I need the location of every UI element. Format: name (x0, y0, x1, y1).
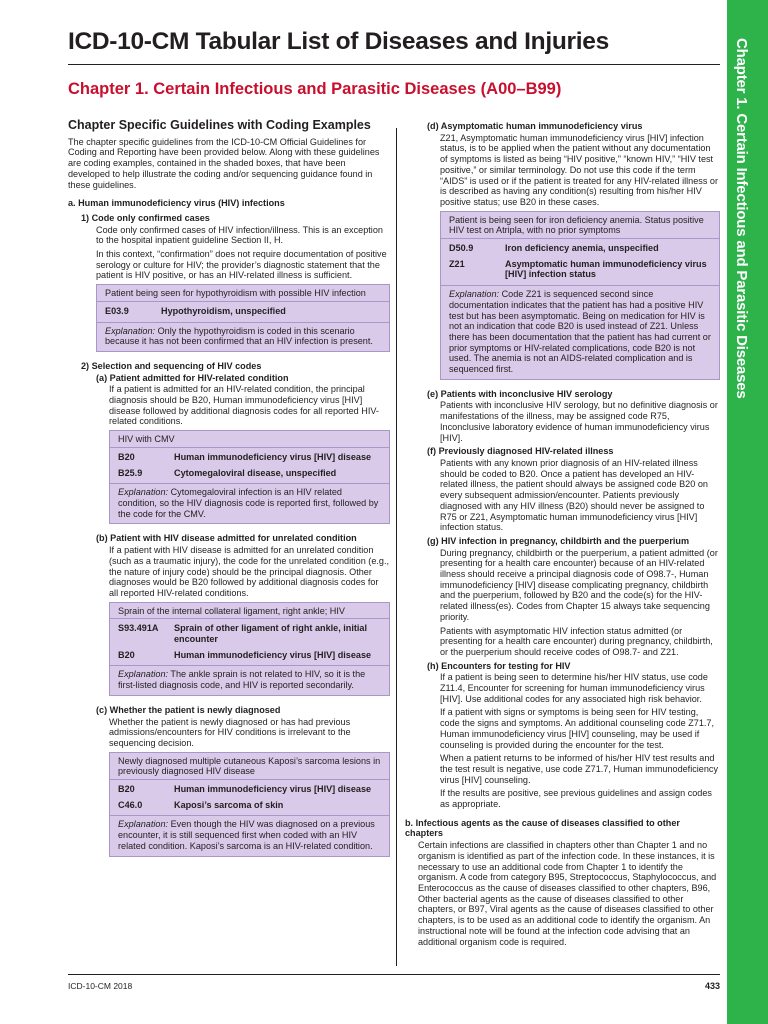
paragraph: Patients with inconclusive HIV serology, but no definitive diagnosis or manifestations of the illness, may be assigned code R75, Inconclusive laboratory evidence of human immunodeficiency virus [HIV]. (440, 400, 718, 443)
explanation-text: The ankle sprain is not related to HIV, so it is the first-listed diagnosis code, and HIV is reported secondarily. (118, 669, 366, 691)
footer-rule (68, 974, 720, 975)
paragraph: If the results are positive, see previous guidelines and assign codes as appropriate. (440, 788, 712, 810)
code: B25.9 (118, 467, 143, 478)
explanation (97, 322, 389, 347)
code: C46.0 (118, 799, 143, 810)
column-divider (396, 128, 397, 966)
heading-2c: (c) Whether the patient is newly diagnosed (96, 704, 281, 715)
left-column (68, 120, 390, 866)
code: B20 (118, 784, 135, 795)
code-row (449, 259, 713, 280)
example-caption: Patient is being seen for iron deficiency anemia. Status positive HIV test on Atripla, with no prior symptoms (441, 215, 719, 239)
code-description: Human immunodeficiency virus [HIV] disease (174, 784, 372, 795)
paragraph: If a patient with HIV disease is admitted for an unrelated condition (such as a traumatic injury), the code for the unrelated condition (e.g., the nature of injury code) should be the principal diagnosis. Other diagnoses would be B20 followed by additional diagnosis codes for all reported HIV-related conditions. (109, 545, 390, 598)
example-caption: Patient being seen for hypothyroidism with possible HIV infection (97, 288, 389, 302)
heading-a: a. Human immunodeficiency virus (HIV) infections (68, 198, 285, 209)
example-box (440, 211, 720, 380)
paragraph: Z21, Asymptomatic human immunodeficiency virus [HIV] infection status, is to be applied when the patient without any documentation of symptoms is listed as being “HIV positive,” “known HIV,” “HIV test positive,” or similar terminology. Do not use this code if the term “AIDS” is used or if the patient is treated for any HIV-related illness or is described as having any condition(s) resulting from his/her HIV positive status; use B20 in these cases. (440, 132, 718, 207)
paragraph: In this context, “confirmation” does not require documentation of positive serology or culture for HIV; the provider’s diagnostic statement that the patient is HIV positive, or has an HIV-related illness is sufficient. (96, 249, 387, 281)
explanation (110, 483, 389, 519)
example-box (109, 752, 390, 857)
paragraph: If a patient is admitted for an HIV-related condition, the principal diagnosis should be B20, Human immunodeficiency virus [HIV] disease followed by additional diagnosis codes for all reported HIV-related conditions. (109, 384, 379, 427)
heading-2b: (b) Patient with HIV disease admitted for unrelated condition (96, 533, 357, 544)
right-column (405, 121, 720, 950)
paragraph: When a patient returns to be informed of his/her HIV test results and the test result is negative, use code Z71.7, Human immunodeficiency virus [HIV] counseling. (440, 753, 719, 785)
heading-2g: (g) HIV infection in pregnancy, childbirth and the puerperium (427, 535, 690, 546)
side-tab-label: Chapter 1. Certain Infectious and Parasitic Diseases (733, 38, 750, 399)
explanation (110, 665, 389, 690)
page-number: 433 (704, 981, 720, 991)
heading-b: b. Infectious agents as the cause of diseases classified to other chapters (405, 817, 680, 839)
paragraph: If a patient is being seen to determine his/her HIV status, use code Z11.4, Encounter for screening for human immunodeficiency virus [HIV]. Use additional codes for any associated high risk behavior. (440, 672, 708, 704)
explanation-label: Explanation: (449, 289, 500, 300)
paragraph: Patients with asymptomatic HIV infection status admitted (or presenting for a health care encounter) during pregnancy, childbirth, or the puerperium should receive codes of O98.7- and Z21. (440, 625, 713, 657)
paragraph: Whether the patient is newly diagnosed or has had previous admissions/encounters for HIV conditions is irrelevant to the sequencing decision. (109, 716, 351, 748)
explanation-text: Only the hypothyroidism is coded in this scenario because it has not been confirmed that an HIV infection is present. (105, 325, 373, 347)
code: Z21 (449, 258, 465, 269)
code-description: Asymptomatic human immunodeficiency virus [HIV] infection status (505, 258, 707, 280)
intro-paragraph: The chapter specific guidelines from the ICD-10-CM Official Guidelines for Coding and Reporting have been provided below. Along with these guidelines are coding examples, contained in the shaded boxes, that have been developed to help illustrate the coding and/or sequencing guidance found in these guidelines. (68, 136, 380, 190)
paragraph: Certain infections are classified in chapters other than Chapter 1 and no organism is identified as part of the infection code. In these instances, it is necessary to use an additional code from Chapter 1 to identify the organism. A code from category B95, Streptococcus, Staphylococcus, and Enterococcus as the cause of diseases classified to other chapters, B96, Other bacterial agents as the cause of diseases classified to other chapters, or B97, Viral agents as the cause of diseases classified to other chapters, is to be used as an additional code to identify the organism. An instructional note will be found at the infection code advising that an additional organism code is required. (418, 840, 717, 947)
explanation-label: Explanation: (118, 487, 169, 498)
heading-2: 2) Selection and sequencing of HIV codes (81, 360, 262, 371)
code-description: Sprain of other ligament of right ankle, initial encounter (174, 623, 368, 645)
code-row (118, 800, 383, 811)
code-description: Human immunodeficiency virus [HIV] disease (174, 649, 372, 660)
code-row (105, 306, 383, 317)
code-row (118, 452, 383, 463)
heading-2d: (d) Asymptomatic human immunodeficiency virus (427, 121, 643, 131)
chapter-title: Chapter 1. Certain Infectious and Parasitic Diseases (A00–B99) (68, 80, 562, 98)
footer-edition: ICD-10-CM 2018 (68, 981, 133, 991)
example-caption: Sprain of the internal collateral ligament, right ankle; HIV (110, 606, 389, 620)
code-description: Cytomegaloviral disease, unspecified (174, 467, 337, 478)
heading-2f: (f) Previously diagnosed HIV-related illness (427, 446, 614, 457)
example-caption: HIV with CMV (110, 434, 389, 448)
code-description: Hypothyroidism, unspecified (161, 305, 286, 316)
example-caption: Newly diagnosed multiple cutaneous Kaposi’s sarcoma lesions in previously diagnosed HIV disease (110, 756, 389, 780)
code-row (449, 243, 713, 254)
explanation-text: Code Z21 is sequenced second since documentation indicates that the patient has had a positive HIV test but has been asymptomatic. Being on medication for HIV is not an indication that code B20 is used instead of Z21. Unless there has been documentation that the patient has had current or prior symptoms or HIV-related complications, code B20 is not used. The anemia is not an AIDS-related complication and is sequenced first. (449, 289, 711, 375)
explanation (110, 815, 389, 851)
explanation-label: Explanation: (118, 669, 169, 680)
code-description: Kaposi’s sarcoma of skin (174, 799, 284, 810)
code-row (118, 784, 383, 795)
example-box (109, 430, 390, 524)
heading-2a: (a) Patient admitted for HIV-related condition (96, 372, 289, 383)
code: B20 (118, 649, 135, 660)
heading-2h: (h) Encounters for testing for HIV (427, 660, 571, 671)
code-row (118, 623, 383, 644)
code: D50.9 (449, 243, 474, 254)
paragraph: During pregnancy, childbirth or the puerperium, a patient admitted (or presenting for a health care encounter) because of an HIV-related illness should receive a principal diagnosis code of O98.7-, Human immunodeficiency [HIV] disease complicating pregnancy, childbirth and the puerperium, followed by B20 and the code(s) for the HIV-related illness(es). Codes from Chapter 15 always take sequencing priority. (440, 547, 718, 622)
code-row (118, 468, 383, 479)
example-box (109, 602, 390, 696)
code-description: Human immunodeficiency virus [HIV] disease (174, 451, 372, 462)
explanation-label: Explanation: (105, 325, 156, 336)
explanation-label: Explanation: (118, 819, 169, 830)
page-title: ICD-10-CM Tabular List of Diseases and Injuries (68, 28, 609, 55)
code: E03.9 (105, 305, 129, 316)
code: S93.491A (118, 623, 159, 634)
heading-1: 1) Code only confirmed cases (81, 212, 210, 223)
heading-2e: (e) Patients with inconclusive HIV serology (427, 388, 613, 399)
code-description: Iron deficiency anemia, unspecified (505, 243, 659, 254)
section-heading: Chapter Specific Guidelines with Coding Examples (68, 118, 371, 132)
paragraph: If a patient with signs or symptoms is being seen for HIV testing, code the signs and symptoms. An additional counseling code Z71.7, Human immunodeficiency virus [HIV] counseling, may be used if counseling is provided during the encounter for the test. (440, 707, 714, 750)
explanation-text: Cytomegaloviral infection is an HIV related condition, so the HIV diagnosis code is reported first, followed by the code for the CMV. (118, 487, 379, 519)
paragraph: Code only confirmed cases of HIV infection/illness. This is an exception to the hospital inpatient guideline Section II, H. (96, 224, 383, 246)
example-box (96, 284, 390, 352)
paragraph: Patients with any known prior diagnosis of an HIV-related illness should be coded to B20. Once a patient has developed an HIV-related illness, the patient should always be assigned code B20 on every subsequent admission/encounter. Patients previously diagnosed with any HIV illness (B20) should never be assigned to R75 or Z21, Asymptomatic human immunodeficiency virus [HIV] infection status. (440, 457, 708, 533)
code: B20 (118, 451, 135, 462)
code-row (118, 650, 383, 661)
explanation (441, 285, 719, 375)
chapter-side-tab (727, 0, 768, 1024)
header-rule (68, 64, 720, 65)
explanation-text: Even though the HIV was diagnosed on a previous encounter, it is still sequenced first when coded with an HIV related condition. Kaposi’s sarcoma is an HIV-related condition. (118, 819, 375, 851)
